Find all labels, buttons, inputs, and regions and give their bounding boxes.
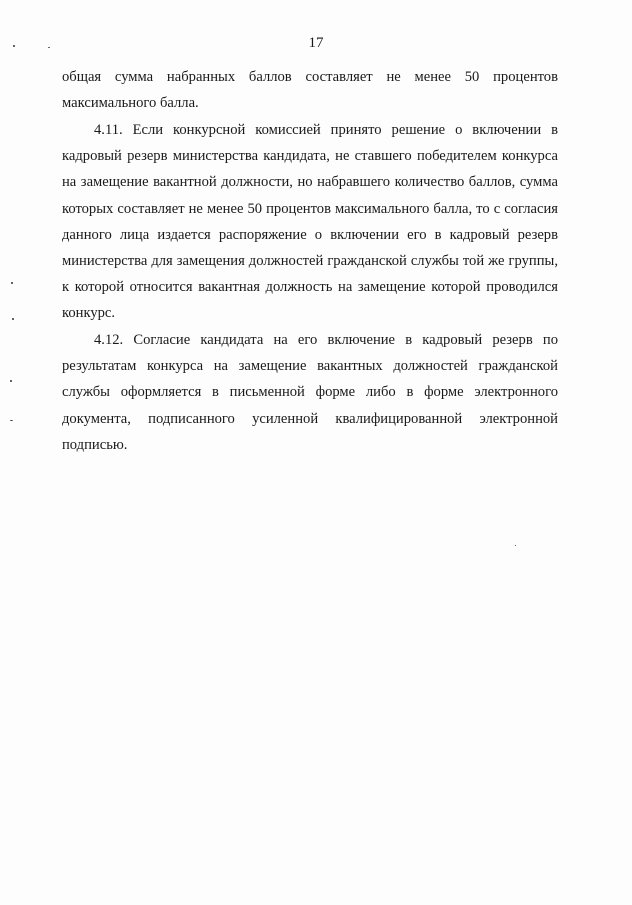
scan-speck xyxy=(10,420,13,421)
paragraph-line: документа, подписанного усиленной квалифицированной электронной xyxy=(62,410,558,427)
scan-speck xyxy=(48,47,50,48)
scan-speck xyxy=(515,545,516,546)
scan-speck xyxy=(11,282,13,284)
paragraph-line: к которой относится вакантная должность на замещение которой проводился xyxy=(62,279,558,296)
paragraph-4-11 xyxy=(62,117,558,327)
scan-speck xyxy=(10,380,12,382)
paragraph-line: на замещение вакантной должности, но набравшего количество баллов, сумма xyxy=(62,174,558,191)
paragraph-line: 4.12. Согласие кандидата на его включение в кадровый резерв по xyxy=(94,332,558,348)
paragraph-line: кадровый резерв министерства кандидата, не ставшего победителем конкурса xyxy=(62,148,558,165)
paragraph-line: 4.11. Если конкурсной комиссией принято решение о включении в xyxy=(94,122,558,138)
paragraph-line: подписью. xyxy=(62,436,128,453)
paragraph-line: которых составляет не менее 50 процентов максимального балла, то с согласия xyxy=(62,200,558,217)
scan-speck xyxy=(12,318,14,320)
paragraph-line: результатам конкурса на замещение вакантных должностей гражданской xyxy=(62,358,558,375)
scan-speck xyxy=(13,45,15,47)
paragraph-4-12 xyxy=(62,327,558,458)
paragraph-line: конкурс. xyxy=(62,305,116,322)
page-number: 17 xyxy=(308,35,324,51)
paragraph-line: данного лица издается распоряжение о включении его в кадровый резерв xyxy=(62,226,558,243)
paragraph-line: министерства для замещения должностей гражданской службы той же группы, xyxy=(62,252,558,269)
paragraph-line: службы оформляется в письменной форме либо в форме электронного xyxy=(62,384,558,401)
paragraph-line: максимального балла. xyxy=(62,95,199,112)
paragraph-continuation xyxy=(62,64,558,116)
paragraph-line: общая сумма набранных баллов составляет не менее 50 процентов xyxy=(62,69,558,85)
